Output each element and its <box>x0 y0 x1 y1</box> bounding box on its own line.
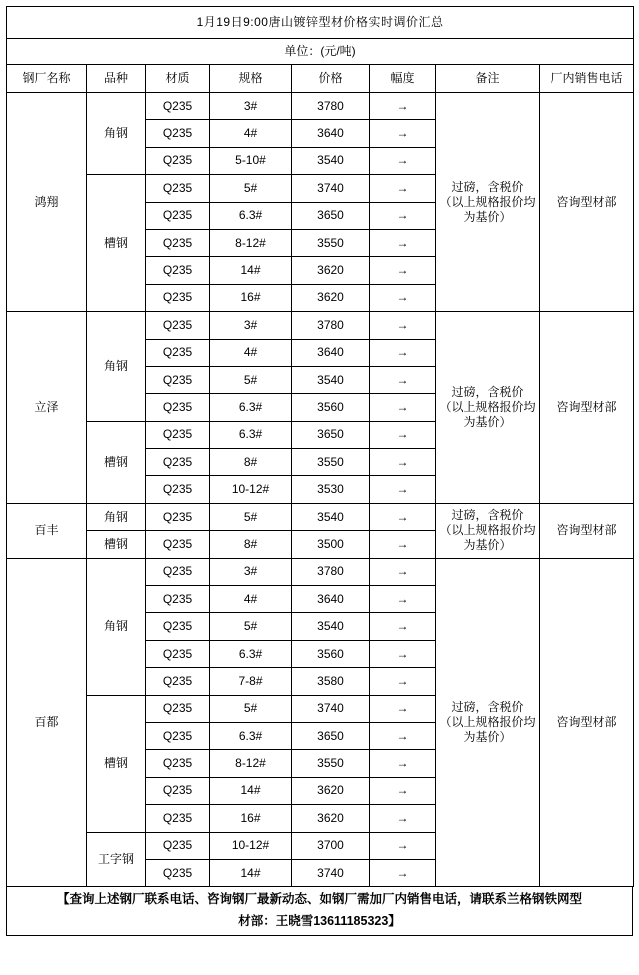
price-value: 3550 <box>292 449 370 476</box>
change-arrow-icon: → <box>370 93 436 120</box>
product-category: 角钢 <box>87 558 146 695</box>
material-grade: Q235 <box>146 695 210 722</box>
specification: 4# <box>210 120 292 147</box>
change-arrow-icon: → <box>370 777 436 804</box>
specification: 6.3# <box>210 421 292 448</box>
column-header: 材质 <box>146 65 210 93</box>
specification: 10-12# <box>210 832 292 859</box>
remark-note <box>436 312 540 504</box>
price-value: 3540 <box>292 147 370 174</box>
product-category: 角钢 <box>87 312 146 422</box>
mill-name: 百丰 <box>7 503 87 558</box>
footer-note <box>6 887 633 936</box>
sales-phone: 咨询型材部 <box>540 312 634 504</box>
price-value: 3780 <box>292 312 370 339</box>
table-row <box>7 93 634 120</box>
material-grade: Q235 <box>146 777 210 804</box>
price-value: 3620 <box>292 805 370 832</box>
material-grade: Q235 <box>146 668 210 695</box>
material-grade: Q235 <box>146 613 210 640</box>
specification: 8-12# <box>210 750 292 777</box>
change-arrow-icon: → <box>370 175 436 202</box>
specification: 10-12# <box>210 476 292 503</box>
price-value: 3540 <box>292 366 370 393</box>
specification: 8# <box>210 531 292 558</box>
price-value: 3780 <box>292 558 370 585</box>
material-grade: Q235 <box>146 558 210 585</box>
mill-name: 立泽 <box>7 312 87 504</box>
material-grade: Q235 <box>146 202 210 229</box>
change-arrow-icon: → <box>370 695 436 722</box>
change-arrow-icon: → <box>370 668 436 695</box>
material-grade: Q235 <box>146 366 210 393</box>
remark-line-1: 过磅，含税价 <box>451 699 524 714</box>
table-row <box>7 503 634 530</box>
product-category: 槽钢 <box>87 531 146 558</box>
material-grade: Q235 <box>146 257 210 284</box>
material-grade: Q235 <box>146 859 210 886</box>
change-arrow-icon: → <box>370 257 436 284</box>
change-arrow-icon: → <box>370 449 436 476</box>
specification: 4# <box>210 586 292 613</box>
price-value: 3540 <box>292 613 370 640</box>
material-grade: Q235 <box>146 449 210 476</box>
material-grade: Q235 <box>146 175 210 202</box>
change-arrow-icon: → <box>370 558 436 585</box>
specification: 6.3# <box>210 640 292 667</box>
price-value: 3740 <box>292 695 370 722</box>
change-arrow-icon: → <box>370 722 436 749</box>
specification: 7-8# <box>210 668 292 695</box>
specification: 14# <box>210 777 292 804</box>
change-arrow-icon: → <box>370 284 436 311</box>
remark-line-2: （以上规格报价均为基价） <box>439 399 536 429</box>
specification: 14# <box>210 257 292 284</box>
change-arrow-icon: → <box>370 312 436 339</box>
column-header: 品种 <box>87 65 146 93</box>
specification: 8-12# <box>210 229 292 256</box>
price-value: 3550 <box>292 229 370 256</box>
change-arrow-icon: → <box>370 421 436 448</box>
material-grade: Q235 <box>146 531 210 558</box>
specification: 16# <box>210 284 292 311</box>
price-value: 3560 <box>292 394 370 421</box>
mill-name: 百都 <box>7 558 87 887</box>
specification: 3# <box>210 93 292 120</box>
remark-note <box>436 503 540 558</box>
change-arrow-icon: → <box>370 229 436 256</box>
specification: 5-10# <box>210 147 292 174</box>
specification: 5# <box>210 503 292 530</box>
remark-line-1: 过磅，含税价 <box>451 179 524 194</box>
material-grade: Q235 <box>146 120 210 147</box>
price-value: 3500 <box>292 531 370 558</box>
material-grade: Q235 <box>146 832 210 859</box>
product-category: 角钢 <box>87 93 146 175</box>
remark-line-1: 过磅，含税价 <box>451 384 524 399</box>
specification: 14# <box>210 859 292 886</box>
price-value: 3650 <box>292 722 370 749</box>
change-arrow-icon: → <box>370 640 436 667</box>
specification: 6.3# <box>210 202 292 229</box>
specification: 5# <box>210 613 292 640</box>
material-grade: Q235 <box>146 421 210 448</box>
product-category: 角钢 <box>87 503 146 530</box>
material-grade: Q235 <box>146 394 210 421</box>
column-header: 价格 <box>292 65 370 93</box>
sales-phone: 咨询型材部 <box>540 558 634 887</box>
specification: 16# <box>210 805 292 832</box>
document-title: 1月19日9:00唐山镀锌型材价格实时调价汇总 <box>7 7 634 39</box>
price-value: 3640 <box>292 339 370 366</box>
price-table <box>6 6 634 887</box>
price-value: 3560 <box>292 640 370 667</box>
remark-line-1: 过磅，含税价 <box>451 508 524 523</box>
change-arrow-icon: → <box>370 147 436 174</box>
change-arrow-icon: → <box>370 859 436 886</box>
change-arrow-icon: → <box>370 586 436 613</box>
remark-note <box>436 93 540 312</box>
price-value: 3550 <box>292 750 370 777</box>
specification: 8# <box>210 449 292 476</box>
product-category: 槽钢 <box>87 175 146 312</box>
change-arrow-icon: → <box>370 476 436 503</box>
header-row <box>7 65 634 93</box>
price-value: 3640 <box>292 120 370 147</box>
specification: 4# <box>210 339 292 366</box>
change-arrow-icon: → <box>370 120 436 147</box>
material-grade: Q235 <box>146 503 210 530</box>
specification: 6.3# <box>210 722 292 749</box>
sales-phone: 咨询型材部 <box>540 93 634 312</box>
specification: 3# <box>210 558 292 585</box>
price-value: 3740 <box>292 859 370 886</box>
change-arrow-icon: → <box>370 503 436 530</box>
unit-row <box>7 39 634 65</box>
product-category: 槽钢 <box>87 421 146 503</box>
price-value: 3650 <box>292 421 370 448</box>
remark-note <box>436 558 540 887</box>
table-row <box>7 312 634 339</box>
material-grade: Q235 <box>146 722 210 749</box>
specification: 5# <box>210 366 292 393</box>
remark-line-2: （以上规格报价均为基价） <box>439 714 536 744</box>
material-grade: Q235 <box>146 586 210 613</box>
material-grade: Q235 <box>146 147 210 174</box>
price-value: 3780 <box>292 93 370 120</box>
column-header: 规格 <box>210 65 292 93</box>
product-category: 槽钢 <box>87 695 146 832</box>
price-value: 3620 <box>292 777 370 804</box>
footer-line-2: 材部：王晓雪13611185323】 <box>238 914 401 929</box>
change-arrow-icon: → <box>370 394 436 421</box>
change-arrow-icon: → <box>370 832 436 859</box>
column-header: 备注 <box>436 65 540 93</box>
price-value: 3540 <box>292 503 370 530</box>
change-arrow-icon: → <box>370 202 436 229</box>
material-grade: Q235 <box>146 640 210 667</box>
price-value: 3740 <box>292 175 370 202</box>
specification: 5# <box>210 175 292 202</box>
unit-label: 单位：(元/吨) <box>7 39 634 65</box>
specification: 3# <box>210 312 292 339</box>
material-grade: Q235 <box>146 284 210 311</box>
title-row <box>7 7 634 39</box>
price-value: 3620 <box>292 257 370 284</box>
specification: 6.3# <box>210 394 292 421</box>
price-value: 3580 <box>292 668 370 695</box>
material-grade: Q235 <box>146 312 210 339</box>
change-arrow-icon: → <box>370 805 436 832</box>
price-value: 3640 <box>292 586 370 613</box>
change-arrow-icon: → <box>370 366 436 393</box>
specification: 5# <box>210 695 292 722</box>
table-row <box>7 558 634 585</box>
price-value: 3620 <box>292 284 370 311</box>
column-header: 幅度 <box>370 65 436 93</box>
material-grade: Q235 <box>146 476 210 503</box>
change-arrow-icon: → <box>370 613 436 640</box>
material-grade: Q235 <box>146 229 210 256</box>
material-grade: Q235 <box>146 750 210 777</box>
change-arrow-icon: → <box>370 531 436 558</box>
price-value: 3650 <box>292 202 370 229</box>
column-header: 厂内销售电话 <box>540 65 634 93</box>
product-category: 工字钢 <box>87 832 146 887</box>
sales-phone: 咨询型材部 <box>540 503 634 558</box>
mill-name: 鸿翔 <box>7 93 87 312</box>
change-arrow-icon: → <box>370 339 436 366</box>
remark-line-2: （以上规格报价均为基价） <box>439 194 536 224</box>
material-grade: Q235 <box>146 805 210 832</box>
price-value: 3700 <box>292 832 370 859</box>
column-header: 钢厂名称 <box>7 65 87 93</box>
remark-line-2: （以上规格报价均为基价） <box>439 523 536 553</box>
footer-line-1: 【查询上述钢厂联系电话、咨询钢厂最新动态、如钢厂需加厂内销售电话，请联系兰格钢铁网型 <box>56 892 582 907</box>
material-grade: Q235 <box>146 339 210 366</box>
material-grade: Q235 <box>146 93 210 120</box>
change-arrow-icon: → <box>370 750 436 777</box>
price-value: 3530 <box>292 476 370 503</box>
